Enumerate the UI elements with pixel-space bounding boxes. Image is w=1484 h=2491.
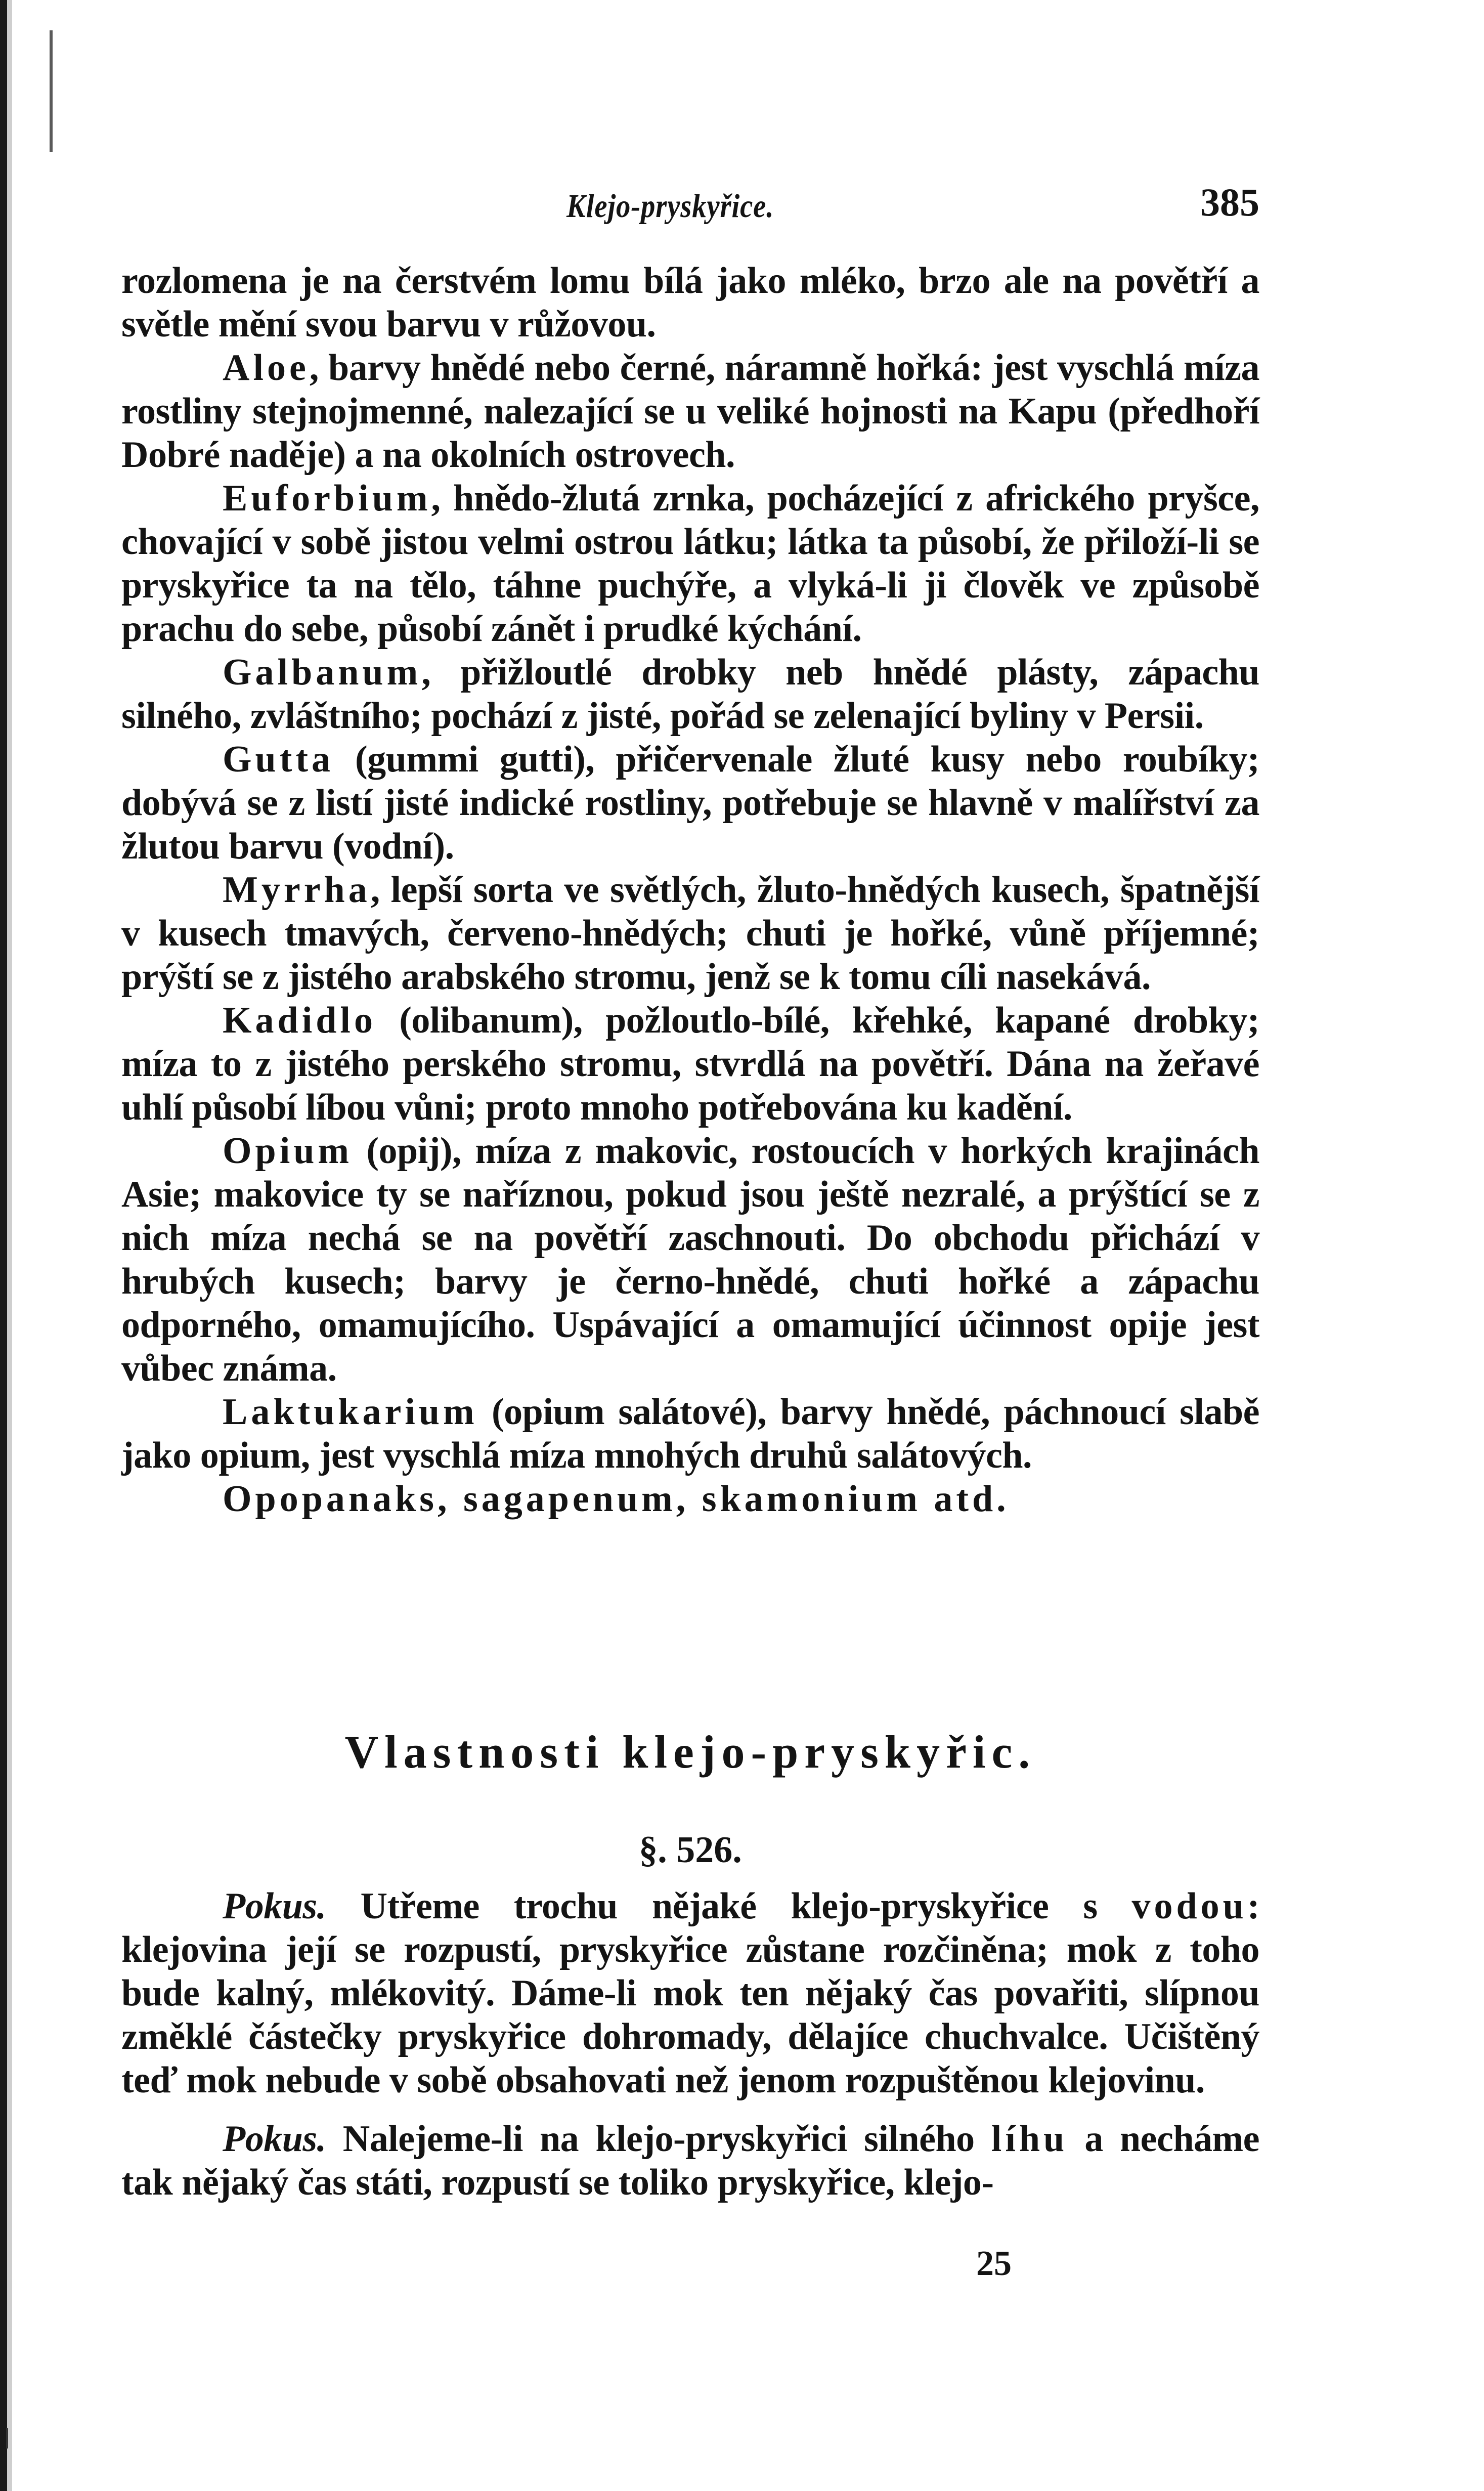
text-aloe: , barvy hnědé nebo černé, náramně hořká: jest vyschlá míza rostliny stejnojmenné, nalezající se u veliké hojnosti na Kapu (předhoří Dobré naděje) a na okolních ostrovech. — [121, 347, 1259, 476]
term-laktukarium: Laktukarium — [223, 1391, 478, 1433]
term-galbanum: Galbanum — [223, 652, 422, 693]
text-opium: (opij), míza z makovic, rostoucích v horkých krajinách Asie; makovice ty se naříznou, pokud jsou ještě nezralé, a prýštící se z nich míza nechá se na povětří zaschnouti. Do obchodu přichází v hrubých kusech; barvy je černo-hnědé, chuti hořké a zápachu odporného, omamujícího. Uspávající a omamující účinnost opije jest vůbec známa. — [121, 1130, 1259, 1389]
paragraph-myrrha — [121, 868, 1259, 999]
signature-mark: 25 — [976, 2244, 1012, 2283]
text-euforbium: , hnědo-žlutá zrnka, pocházející z afrického pryšce, chovající v sobě jistou velmi ostrou látku; látka ta působí, že přiloží-li se pryskyřice ta na tělo, táhne puchýře, a vlyká-li ji člověk ve způsobě prachu do sebe, působí zánět i prudké kýchání. — [121, 478, 1259, 650]
text-laktukarium: (opium salátové), barvy hnědé, páchnoucí slabě jako opium, jest vyschlá míza mnohých druhů salátových. — [121, 1391, 1259, 1476]
page-number: 385 — [1200, 180, 1259, 224]
paragraph-gutta — [121, 738, 1259, 868]
text-pokus-2b: a necháme tak nějaký čas státi, rozpustí se toliko pryskyřice, klejo- — [121, 2118, 1259, 2203]
paragraph-laktukarium — [121, 1390, 1259, 1477]
label-pokus-2: Pokus. — [223, 2118, 326, 2160]
paragraph-euforbium — [121, 477, 1259, 651]
body-text-section — [121, 1884, 1259, 2204]
body-text — [121, 259, 1259, 1521]
page-header — [121, 180, 1259, 235]
term-euforbium: Euforbium — [223, 478, 431, 519]
text-pokus-2a: Nalejeme-li na klejo-pryskyřici silného — [326, 2118, 991, 2160]
term-myrrha: Myrrha — [223, 869, 371, 911]
paragraph-continuation: rozlomena je na čerstvém lomu bílá jako mléko, brzo ale na povětří a světle mění svou barvu v růžovou. — [121, 260, 1259, 345]
text-galbanum: , přižloutlé drobky neb hnědé plásty, zápachu silného, zvláštního; pochází z jisté, pořád se zelenající byliny v Persii. — [121, 652, 1259, 737]
text-kadidlo: (olibanum), požloutlo-bílé, křehké, kapané drobky; míza to z jistého perského stromu, stvrdlá na povětří. Dána na žeřavé uhlí působí líbou vůni; proto mnoho potřebována ku kadění. — [121, 1000, 1259, 1128]
paragraph-kadidlo — [121, 999, 1259, 1129]
term-lihu: líhu — [991, 2118, 1068, 2160]
term-gutta: Gutta — [223, 739, 334, 780]
paragraph-galbanum — [121, 651, 1259, 738]
paragraph-aloe — [121, 346, 1259, 477]
text-pokus-1a: Utřeme trochu nějaké klejo-pryskyřice s — [326, 1885, 1132, 1927]
paragraph-number: §. 526. — [639, 1829, 742, 1871]
term-vodou: vodou — [1131, 1885, 1247, 1927]
paragraph-pokus-2 — [121, 2117, 1259, 2204]
section-title: Vlastnosti klejo-pryskyřic. — [344, 1726, 1036, 1778]
paragraph-opopanaks — [121, 1477, 1259, 1521]
term-opopanaks: Opopanaks, sagapenum, skamonium atd. — [223, 1478, 1010, 1520]
text-myrrha: , lepší sorta ve světlých, žluto-hnědých kusech, špatnější v kusech tmavých, červeno-hnědých; chuti je hořké, vůně příjemné; prýští se z jistého arabského stromu, jenž se k tomu cíli nasekává. — [121, 869, 1259, 998]
margin-mark-bottom — [6, 2428, 8, 2449]
text-gutta: (gummi gutti), přičervenale žluté kusy nebo roubíky; dobývá se z listí jisté indické rostliny, potřebuje se hlavně v malířství za žlutou barvu (vodní). — [121, 739, 1259, 867]
page-gutter-shadow — [7, 0, 12, 2491]
paragraph-pokus-1 — [121, 1884, 1259, 2102]
paragraph-opium — [121, 1129, 1259, 1390]
term-opium: Opium — [223, 1130, 353, 1172]
book-spine-edge — [0, 0, 7, 2491]
running-head: Klejo-pryskyřice. — [566, 188, 774, 225]
term-aloe: Aloe — [223, 347, 310, 389]
term-kadidlo: Kadidlo — [223, 1000, 376, 1041]
label-pokus-1: Pokus. — [223, 1885, 326, 1927]
margin-mark — [50, 30, 53, 152]
text-pokus-1b: : klejovina její se rozpustí, pryskyřice zůstane rozčiněna; mok z toho bude kalný, mlékovitý. Dáme-li mok ten nějaký čas povařiti, slípnou změklé částečky pryskyřice dohromady, dělajíce chuchvalce. Učištěný teď mok nebude v sobě obsahovati než jenom rozpuštěnou klejovinu. — [121, 1885, 1259, 2101]
